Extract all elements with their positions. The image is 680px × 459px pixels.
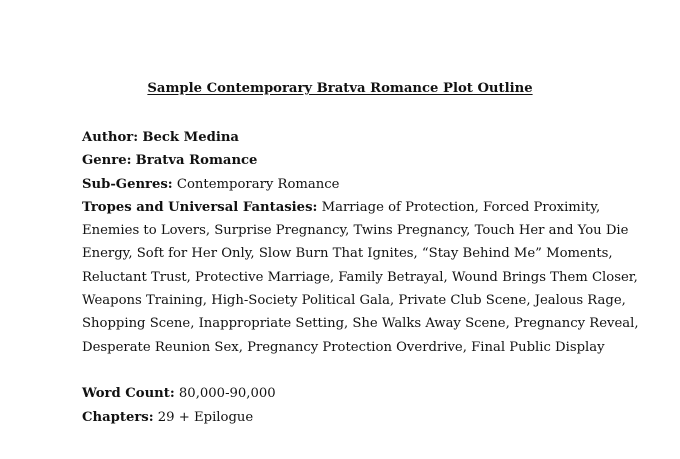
chapters-value: 29 + Epilogue xyxy=(157,409,254,425)
wordcount-line xyxy=(82,382,602,405)
document-body xyxy=(82,126,639,429)
author-value: Beck Medina xyxy=(142,130,239,145)
wordcount-value: 80,000-90,000 xyxy=(178,386,276,402)
tropes-line-5: Shopping Scene, Inappropriate Setting, She Walks Away Scene, Pregnancy Reveal, xyxy=(82,316,639,332)
author-label: Author: xyxy=(82,130,139,145)
chapters-label: Chapters: xyxy=(82,409,154,425)
tropes-line-1: Enemies to Lovers, Surprise Pregnancy, Twins Pregnancy, Touch Her and You Die xyxy=(82,223,629,239)
tropes-line-6: Desperate Reunion Sex, Pregnancy Protection Overdrive, Final Public Display xyxy=(82,339,605,355)
tropes-line-2: Energy, Soft for Her Only, Slow Burn That Ignites, “Stay Behind Me” Moments, xyxy=(82,246,613,262)
document-title: Sample Contemporary Bratva Romance Plot Outline xyxy=(147,81,533,96)
tropes-label: Tropes and Universal Fantasies: xyxy=(82,199,318,215)
genre-value: Bratva Romance xyxy=(135,153,258,169)
subgenres-line xyxy=(82,173,602,196)
wordcount-label: Word Count: xyxy=(82,386,175,402)
tropes-line-3: Reluctant Trust, Protective Marriage, Family Betrayal, Wound Brings Them Closer, xyxy=(82,269,638,285)
genre-label: Genre: xyxy=(82,153,132,169)
subgenres-value: Contemporary Romance xyxy=(176,176,340,192)
tropes-line-0 xyxy=(82,196,602,219)
tropes-text: Marriage of Protection, Forced Proximity, xyxy=(321,199,601,215)
genre-line xyxy=(82,149,602,172)
subgenres-label: Sub-Genres: xyxy=(82,176,173,192)
paragraph-gap xyxy=(82,359,602,382)
author-line xyxy=(82,126,602,149)
tropes-line-4: Weapons Training, High-Society Political Gala, Private Club Scene, Jealous Rage, xyxy=(82,293,626,309)
chapters-line xyxy=(82,406,602,429)
